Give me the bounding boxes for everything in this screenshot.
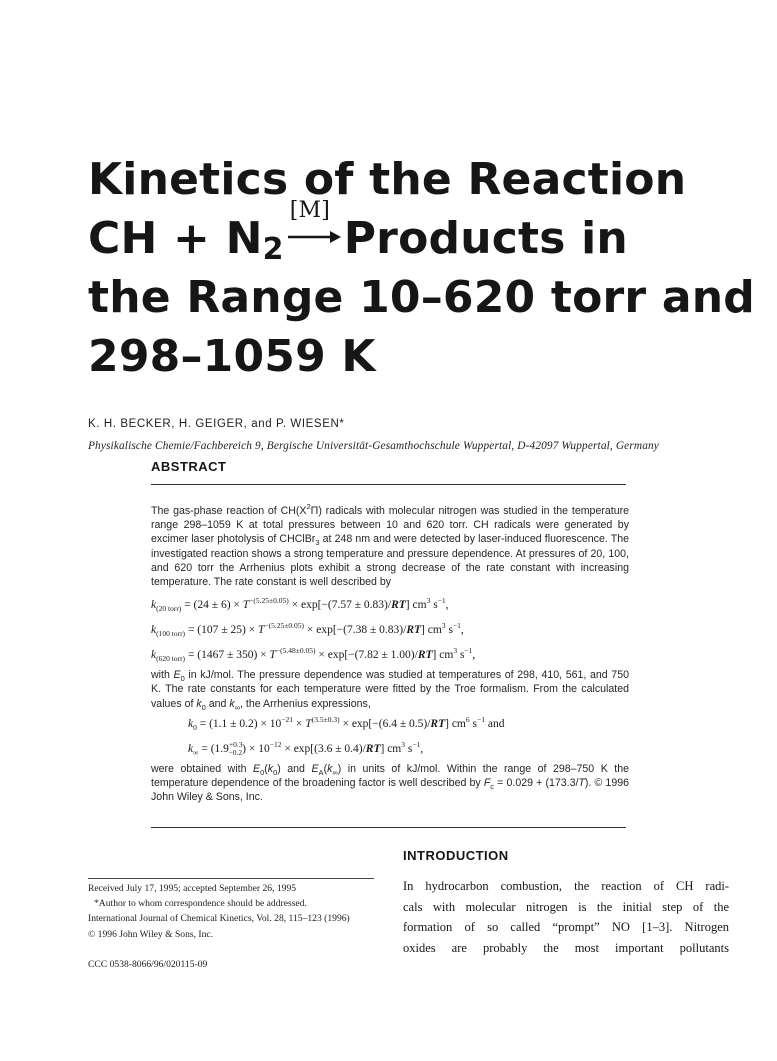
copyright-line (88, 927, 388, 973)
footnote-block (88, 881, 388, 972)
received-dates: Received July 17, 1995; accepted September 26, 1995 (88, 883, 297, 894)
correspondence-note: *Author to whom correspondence should be addressed. (94, 898, 307, 910)
abstract-bottom-rule (151, 827, 626, 828)
journal-citation: International Journal of Chemical Kinetics, Vol. 28, 115–123 (1996) (88, 913, 350, 925)
introduction-line: formation of so called “prompt” NO [1–3]. Nitrogen (403, 920, 729, 934)
title-line-2 (88, 198, 728, 268)
title-line-3: the Range 10–620 torr and (88, 272, 755, 323)
right-arrow-icon (286, 230, 342, 244)
title-line-4: 298–1059 K (88, 331, 376, 382)
equation-k-100-torr: $k_{(100 torr)} = (107 \pm 25) \times T^{-(5.25\pm 0.05)} \times \exp[-(7.38 \pm 0.83)/RT]$ $cm^3$ $s^{-1}$, (151, 621, 464, 639)
title-reactants: CH + N (88, 213, 263, 264)
article-title (88, 150, 755, 386)
equation-k-infinity: $k_\infty = (1.9^{+0.3}_{-0.2}) \times 10^{-12} \times \exp[(3.6 \pm 0.4)/RT]$ $cm^3$ $s^{-1}$, (188, 739, 424, 757)
title-line-1: Kinetics of the Reaction (88, 154, 687, 205)
author-affiliation: Physikalische Chemie/Fachbereich 9, Bergische Universität-Gesamthochschule Wuppertal, D-42097 Wuppertal, Germany (88, 440, 659, 452)
title-products: Products in (343, 213, 628, 264)
equation-k0: $k_0 = (1.1 \pm 0.2) \times 10^{-21} \times T^{(3.5\pm 0.3)} \times \exp[-(6.4 \pm 0.5)/RT]$ $cm^6$ $s^{-1}$ and (188, 714, 505, 732)
introduction-line: cals with molecular nitrogen is the initial step of the (403, 899, 729, 914)
arrow-label-third-body: [M] (289, 198, 331, 223)
author-list: K. H. BECKER, H. GEIGER, and P. WIESEN* (88, 418, 345, 430)
abstract-heading: ABSTRACT (151, 459, 227, 474)
footnote-rule (88, 878, 374, 879)
title-n2-subscript: 2 (262, 232, 284, 267)
reaction-arrow (286, 198, 342, 252)
copyright-notice: © 1996 John Wiley & Sons, Inc. (88, 928, 214, 940)
abstract-paragraph-1: The gas-phase reaction of $CH(X^2\Pi)$ radicals with molecular nitrogen was studied in the temperature range 298–1059 K at total pressures between 10 and 620 torr. CH radicals were generated by excimer laser photolysis of CHClBr$_3$ at 248 nm and were detected by laser-induced fluorescence. The investigated reaction shows a strong temperature and pressure dependence. At pressures of 20, 100, and 620 torr the Arrhenius plots exhibit a strong decrease of the rate constant with increasing temperature. The rate constant is well described by (151, 502, 630, 589)
abstract-paragraph-2: with $E_0$ in kJ/mol. The pressure dependence was studied at temperatures of 298, 410, 561, and 750 K. The rate constants for each temperature were fitted by the Troe formalism. From the calculated values of $k_0$ and $k_\infty$, the Arrhenius expressions, (151, 669, 629, 712)
introduction-line: oxides are probably the most important pollutants (403, 940, 729, 955)
equation-k-620-torr: $k_{(620 torr)} = (1467 \pm 350) \times T^{-(5.48\pm 0.05)} \times \exp[-(7.82 \pm 1.00)/RT]$ $cm^3$ $s^{-1}$, (151, 646, 476, 664)
ccc-code: CCC 0538-8066/96/020115-09 (88, 959, 208, 971)
equation-k-20-torr: $k_{(20 torr)} = (24 \pm 6) \times T^{-(5.25\pm 0.05)} \times \exp[-(7.57 \pm 0.83)/RT]$ $cm^3$ $s^{-1}$, (151, 596, 449, 614)
abstract-top-rule (151, 484, 626, 485)
abstract-paragraph-3: were obtained with $E_0(k_0)$ and $E_A(k_\infty)$ in units of kJ/mol. Within the range of 298–750 K the temperature dependence of the broadening factor is well described by $F_c = 0.029 + (173.3/T)$. © 1996 John Wiley & Sons, Inc. (151, 762, 630, 804)
abstract-body (151, 504, 629, 804)
introduction-heading: INTRODUCTION (403, 848, 509, 863)
introduction-text (403, 876, 729, 958)
introduction-line: In hydrocarbon combustion, the reaction of CH radi- (403, 879, 729, 893)
